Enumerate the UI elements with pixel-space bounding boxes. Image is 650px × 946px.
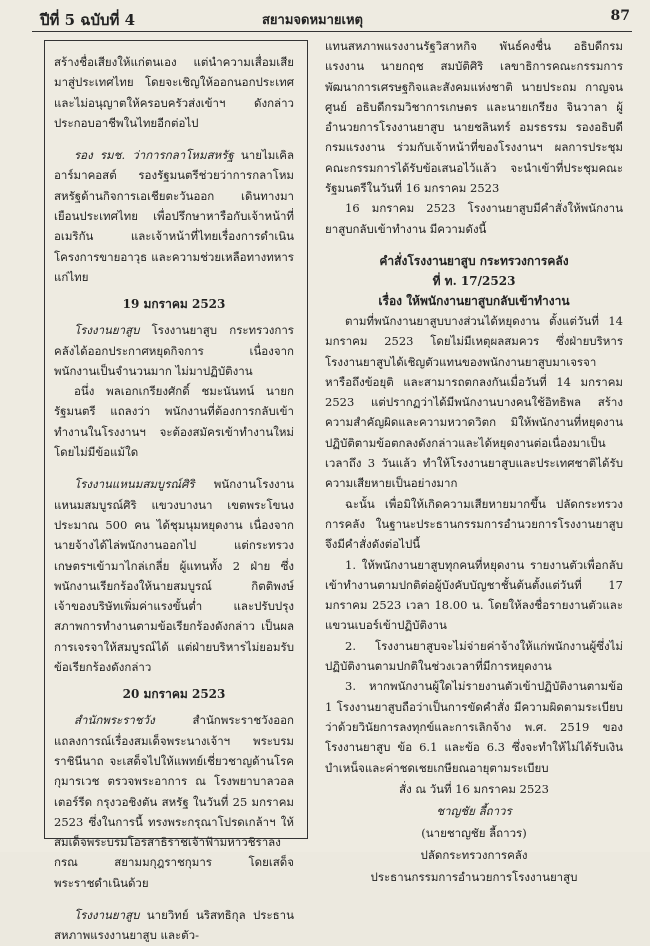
signed-date: สั่ง ณ วันที่ 16 มกราคม 2523: [399, 781, 549, 796]
signer-position: ประธานกรรมการอำนวยการโรงงานยาสูบ: [370, 869, 578, 884]
paragraph: ฉะนั้น เพื่อมิให้เกิดความเสียหายมากขึ้น ปลัดกระทรวงการคลัง ในฐานะประธานกรรมการอำนวยการโรงงานยาสูบ จึงมีคำสั่งดังต่อไปนี้: [325, 496, 623, 552]
order-subject: เรื่อง ให้พนักงานยาสูบกลับเข้าทำงาน: [378, 293, 570, 308]
order-number: ที่ ท. 17/2523: [432, 273, 516, 288]
paragraph: 2. โรงงานยาสูบจะไม่จ่ายค่าจ้างให้แก่พนักงานผู้ซึ่งไม่ปฏิบัติงานตามปกติในช่วงเวลาที่มีการหยุดงาน: [325, 638, 623, 674]
paragraph: 1. ให้พนักงานยาสูบทุกคนที่หยุดงาน รายงานตัวเพื่อกลับเข้าทำงานตามปกติต่อผู้บังคับบัญชาชั้นต้นตั้งแต่วันที่ 17 มกราคม 2523 เวลา 18.00 น. โดยให้ลงชื่อรายงานตัวและแขวนเบอร์เข้าปฏิบัติงาน: [325, 557, 623, 633]
signer-position: ปลัดกระทรวงการคลัง: [420, 847, 528, 862]
signature: ชาญชัย ลี้ถาวร: [436, 803, 512, 818]
right-column: [325, 36, 623, 888]
order-title: คำสั่งโรงงานยาสูบ กระทรวงการคลัง: [379, 253, 569, 268]
page-number: 87: [610, 8, 630, 24]
paragraph: ตามที่พนักงานยาสูบบางส่วนได้หยุดงาน ตั้งแต่วันที่ 14 มกราคม 2523 โดยไม่มีเหตุผลสมควร ซึ่งฝ่ายบริหารโรงงานยาสูบได้เชิญตัวแทนของพนักงานยาสูบมาเจรจาหารือถึงข้อยุติ และสามารถตกลงกันเมื่อวันที่ 14 มกราคม 2523 แต่ปรากฏว่าได้มีพนักงานบางคนใช้อิทธิพล สร้างความสำคัญผิดและความหวาดวิตก มิให้พนักงานที่หยุดงานปฏิบัติตามข้อตกลงดังกล่าวและได้หยุดงานต่อเนื่องมาเป็นเวลาถึง 3 วันแล้ว ทำให้โรงงานยาสูบและประเทศชาติได้รับความเสียหายเป็นอย่างมาก: [325, 313, 623, 491]
paragraph: [54, 710, 294, 893]
paragraph: [54, 905, 294, 946]
paragraph: [54, 145, 294, 287]
issue-label: ปีที่ 5 ฉบับที่ 4: [40, 11, 136, 29]
paragraph-text: นายไมเคิล อาร์มาคอสต์ รองรัฐมนตรีช่วยว่าการกลาโหมสหรัฐด้านกิจการเอเชียตะวันออก เดินทางมาเยือนประเทศไทย เพื่อปรึกษาหารือกับเจ้าหน้าที่อเมริกัน และเจ้าหน้าที่ไทยเรื่องการดำเนินโครงการขายอาวุธ และความช่วยเหลือทางทหารแก่ไทย: [54, 148, 295, 284]
paragraph-text: โรงงานยาสูบ กระทรวงการคลังได้ออกประกาศหยุดกิจการ เนื่องจากพนักงานเป็นจำนวนมาก ไม่มาปฏิบัติงาน: [54, 323, 294, 378]
paragraph-text: พนักงานโรงงานแหนมสมบูรณ์ศิริ แขวงบางนา เขตพระโขนง ประมาณ 500 คน ได้ชุมนุมหยุดงาน เนื่องจากนายจ้างได้ไล่พนักงานออกไป แต่กระทรวงเกษตรฯเข้ามาไกล่เกลี่ย ผู้แทนทั้ง 2 ฝ่าย ซึ่งพนักงานเรียกร้องให้นายสมบูรณ์ กิตติพงษ์ เจ้าของบริษัทเพิ่มค่าแรงขั้นต่ำ และปรับปรุงสภาพการทำงานตามข้อเรียกร้องดังกล่าว เป็นผลการเจรจาให้สมบูรณ์ได้ แต่ฝ่ายบริหารไม่ยอมรับข้อเรียกร้องดังกล่าว: [54, 477, 294, 675]
paragraph-text: สำนักพระราชวังออกแถลงการณ์เรื่องสมเด็จพระนางเจ้าฯ พระบรมราชินีนาถ จะเสด็จไปให้แพทย์เชี่ยวชาญด้านโรคกุมารเวช ตรวจพระอาการ ณ โรงพยาบาลวอลเตอร์รีด กรุงวอชิงตัน สหรัฐ ในวันที่ 25 มกราคม 2523 ซึ่งในการนี้ ทรงพระกรุณาโปรดเกล้าฯ ให้สมเด็จพระบรมโอรสาธิราชเจ้าฟ้ามหาวชิราลงกรณ สยามมกุฎราชกุมาร โดยเสด็จพระราชดำเนินด้วย: [54, 713, 294, 890]
date-heading: 20 มกราคม 2523: [122, 687, 226, 702]
journal-title: สยามจดหมายเหตุ: [262, 13, 363, 28]
paragraph: อนึ่ง พลเอกเกรียงศักดิ์ ชมะนันทน์ นายกรัฐมนตรี แถลงว่า พนักงานที่ต้องการกลับเข้าทำงานในโรงงานฯ จะต้องสมัครเข้าทำงานใหม่ โดยไม่มีข้อแม้ใด: [54, 384, 294, 460]
paragraph: [54, 320, 294, 381]
date-heading: 19 มกราคม 2523: [122, 297, 226, 312]
signer-name: (นายชาญชัย ลี้ถาวร): [421, 825, 527, 840]
paragraph: [54, 474, 294, 677]
paragraph: แทนสหภาพแรงงานรัฐวิสาหกิจ พันธ์คงชื่น อธิบดีกรมแรงงาน นายกฤช สมบัติศิริ เลขาธิการคณะกรรมการพัฒนาการเศรษฐกิจและสังคมแห่งชาติ นายประถม กาญจนศูนย์ อธิบดีกรมวิชาการเกษตร และนายเกรียง จินวาลา ผู้อำนวยการโรงงานยาสูบ นายชลินทร์ อมรธรรม รองอธิบดีกรมแรงงาน ร่วมกับเจ้าหน้าที่ของโรงงานฯ ผลการประชุมคณะกรรมการได้รับข้อเสนอไว้แล้ว จะนำเข้าที่ประชุมคณะรัฐมนตรีในวันที่ 16 มกราคม 2523: [325, 39, 623, 196]
paragraph: สร้างชื่อเสียงให้แก่ตนเอง แต่นำความเสื่อมเสียมาสู่ประเทศไทย โดยจะเชิญให้ออกนอกประเทศและไม่อนุญาตให้ครอบครัวส่งเข้าฯ ดังกล่าวประกอบอาชีพในไทยอีกต่อไป: [54, 55, 294, 130]
page-header: [0, 0, 650, 34]
topic-label: โรงงานยาสูบ: [74, 323, 140, 338]
left-column: [54, 52, 294, 946]
topic-label: โรงงานยาสูบ: [74, 907, 140, 922]
paragraph-text: นายวิทย์ นริสทธิกุล ประธานสหภาพแรงงานยาสูบ และตัว-: [54, 907, 294, 943]
topic-label: โรงงานแหนมสมบูรณ์ศิริ: [74, 477, 195, 492]
paragraph: 16 มกราคม 2523 โรงงานยาสูบมีคำสั่งให้พนักงานยาสูบกลับเข้าทำงาน มีความดังนี้: [325, 201, 623, 236]
paragraph: 3. หากพนักงานผู้ใดไม่รายงานตัวเข้าปฏิบัติงานตามข้อ 1 โรงงานยาสูบถือว่าเป็นการขัดคำสั่ง มีความผิดตามระเบียบว่าด้วยวินัยการลงทุกข์และการเลิกจ้าง พ.ศ. 2519 ของโรงงานยาสูบ ข้อ 6.1 และข้อ 6.3 ซึ่งจะทำให้ไม่ได้รับเงินบำเหน็จและค่าชดเชยเกษียณอายุตามระเบียบ: [325, 679, 623, 775]
topic-label: สำนักพระราชวัง: [74, 713, 155, 728]
topic-label: รอง รมช. ว่าการกลาโหมสหรัฐ: [74, 148, 234, 163]
header-rule: [32, 31, 632, 32]
